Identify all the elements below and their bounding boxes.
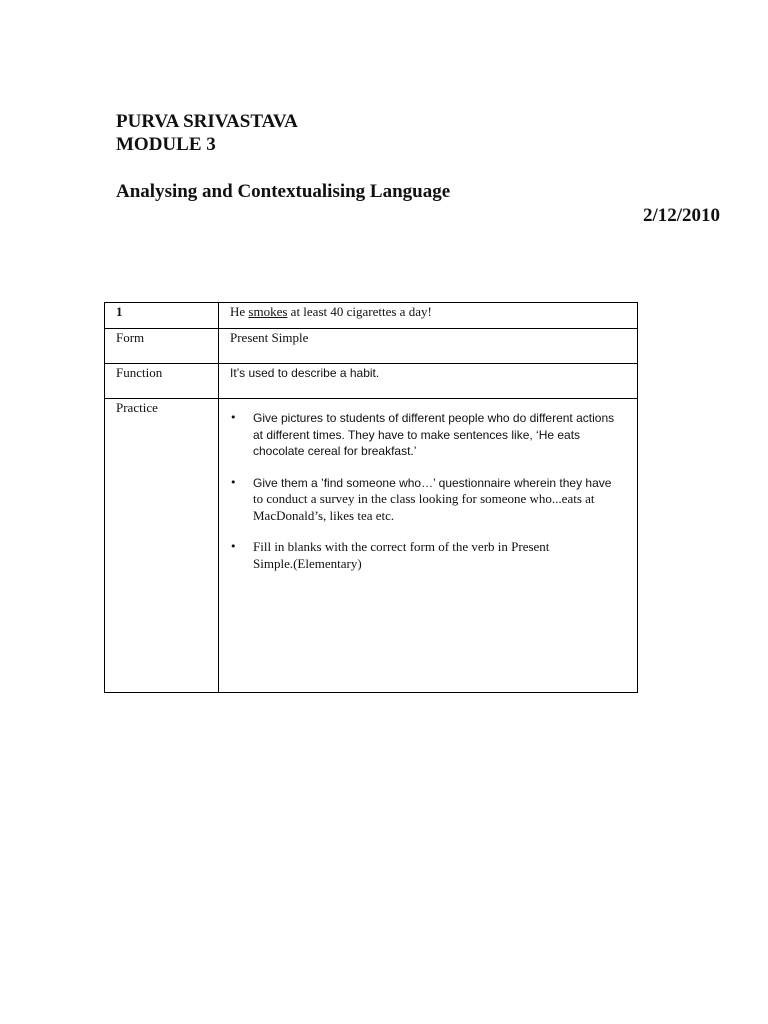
table-row	[105, 329, 638, 364]
practice-item-line: Fill in blanks with the correct form of the verb in Present	[253, 539, 550, 554]
module-heading: MODULE 3	[116, 134, 216, 155]
item-number: 1	[105, 303, 219, 329]
example-sentence	[219, 303, 638, 329]
practice-item-line: to conduct a survey in the class looking for someone who...eats at	[253, 491, 595, 506]
practice-label: Practice	[105, 399, 219, 693]
list-item	[230, 539, 630, 572]
example-before: He	[230, 304, 249, 319]
function-value: It’s used to describe a habit.	[219, 364, 638, 399]
function-label: Function	[105, 364, 219, 399]
bullet-icon: •	[230, 475, 237, 489]
list-item	[230, 475, 630, 525]
practice-list	[230, 410, 630, 572]
document-date: 2/12/2010	[642, 205, 720, 226]
practice-item-line: chocolate cereal for breakfast.’	[253, 444, 417, 458]
lesson-table	[104, 302, 638, 693]
practice-item-line: Give pictures to students of different people who do different actions	[253, 411, 615, 425]
table-row	[105, 399, 638, 693]
practice-item-line: at different times. They have to make sentences like, ‘He eats	[253, 427, 581, 442]
example-keyword: smokes	[248, 304, 288, 319]
bullet-icon: •	[230, 411, 237, 424]
list-item	[230, 410, 630, 460]
practice-item-line: Simple.(Elementary)	[253, 555, 362, 571]
form-value: Present Simple	[219, 329, 638, 364]
form-label: Form	[105, 329, 219, 364]
bullet-icon: •	[230, 540, 237, 553]
practice-item-line: Give them a ’find someone who…’ questionnaire wherein they have	[253, 475, 612, 490]
document-title: Analysing and Contextualising Language	[116, 181, 451, 202]
table-row	[105, 303, 638, 329]
practice-cell	[219, 399, 638, 693]
practice-item-line: MacDonald’s, likes tea etc.	[253, 507, 395, 523]
table-row	[105, 364, 638, 399]
example-after: at least 40 cigarettes a day!	[287, 304, 432, 319]
author-name: PURVA SRIVASTAVA	[116, 111, 298, 132]
